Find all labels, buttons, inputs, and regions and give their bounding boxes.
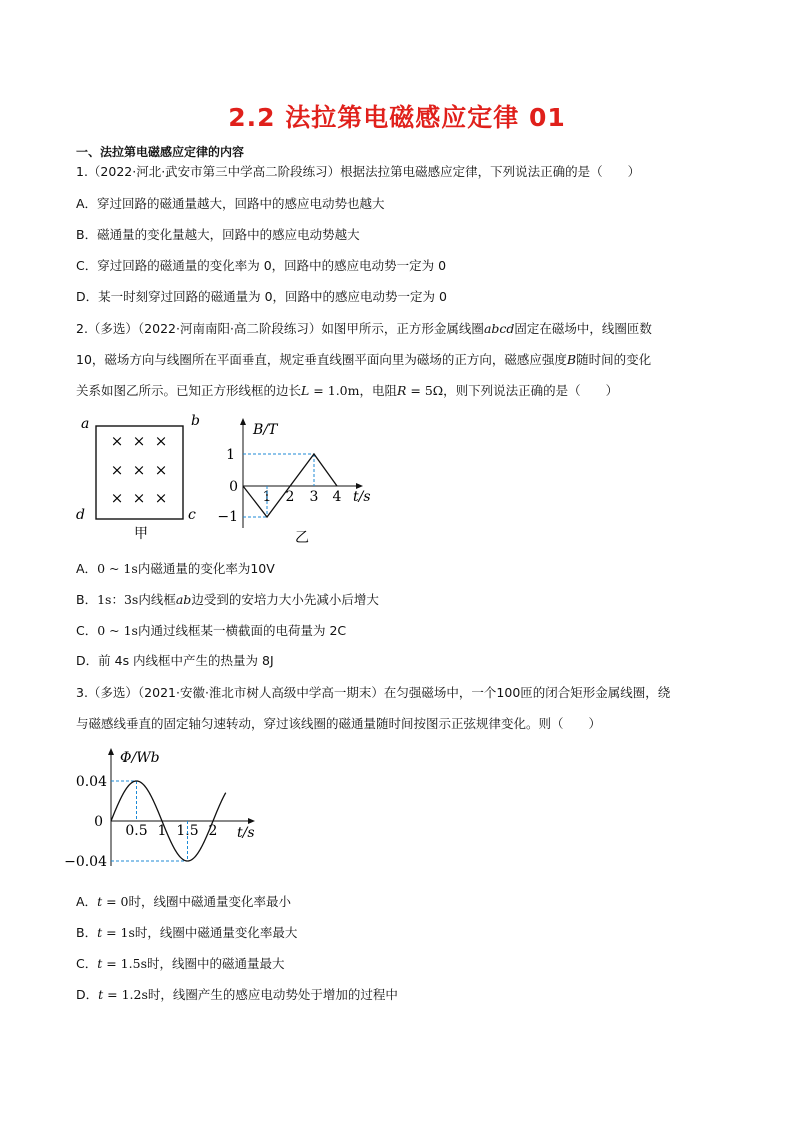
x-tick-label: 2 bbox=[208, 823, 218, 839]
field-cross-icon: × bbox=[132, 432, 146, 450]
q3-stem-line1: 3.（多选）（2021·安徽·淮北市树人高级中学高一期末）在匀强磁场中，一个100匝的闭合矩形金属线圈，绕 bbox=[76, 685, 671, 700]
y-tick-label: 0 bbox=[94, 814, 103, 830]
figure-square-coil bbox=[72, 410, 212, 545]
option-label: D． bbox=[76, 653, 99, 668]
q1-option-d: D．某一时刻穿过回路的磁通量为 0，回路中的感应电动势一定为 0 bbox=[76, 289, 447, 304]
corner-d-label: d bbox=[76, 507, 85, 523]
x-axis-arrow-icon bbox=[248, 818, 255, 824]
x-tick-4: 4 bbox=[332, 489, 342, 505]
x-tick-label: 1.5 bbox=[176, 823, 199, 839]
y-tick-0: 0 bbox=[229, 479, 238, 495]
option-math: 1s：3s bbox=[97, 592, 139, 607]
option-var: t bbox=[97, 956, 103, 971]
y-axis-label: Φ/Wb bbox=[120, 750, 160, 766]
q2-stem-line2 bbox=[76, 351, 651, 369]
option-var: t bbox=[97, 925, 103, 940]
figure-b-field-time-graph bbox=[217, 408, 382, 546]
y-tick-1: 1 bbox=[226, 447, 235, 463]
option-value: = 1.2s bbox=[103, 987, 148, 1002]
q2-stem-text: ，则下列说法正确的是（ ） bbox=[443, 383, 619, 398]
q2-option-c bbox=[76, 622, 346, 640]
option-text: 内磁通量的变化率为10V bbox=[137, 561, 275, 576]
x-tick-label: 1 bbox=[157, 823, 167, 839]
option-text: 边受到的安培力大小先减小后增大 bbox=[191, 592, 379, 607]
field-cross-icon: × bbox=[110, 489, 124, 507]
q3-option-a bbox=[76, 893, 291, 911]
option-text: 前 4s 内线框中产生的热量为 8J bbox=[98, 653, 274, 668]
page-title: 2.2 法拉第电磁感应定律 01 bbox=[228, 103, 566, 132]
y-tick-minus-1: −1 bbox=[217, 509, 238, 525]
section-heading: 一、法拉第电磁感应定律的内容 bbox=[76, 145, 245, 159]
q2-option-b bbox=[76, 591, 379, 609]
q2-stem-line1 bbox=[76, 320, 652, 338]
field-cross-icon: × bbox=[110, 432, 124, 450]
y-axis-label bbox=[252, 422, 279, 438]
tick-labels bbox=[64, 774, 217, 870]
q3-stem-line2: 与磁感线垂直的固定轴匀速转动，穿过该线圈的磁通量随时间按图示正弦规律变化。则（ ） bbox=[76, 716, 602, 731]
option-var: t bbox=[98, 987, 104, 1002]
y-axis-arrow-icon bbox=[108, 748, 114, 755]
y-axis-arrow-icon bbox=[240, 418, 246, 425]
field-cross-icon: × bbox=[132, 461, 146, 479]
option-label: A． bbox=[76, 561, 98, 576]
x-tick-1: 1 bbox=[262, 489, 272, 505]
q1-option-b: B．磁通量的变化量越大，回路中的感应电动势越大 bbox=[76, 227, 360, 242]
y-tick-label: 0.04 bbox=[75, 774, 107, 790]
q1-stem: 1.（2022·河北·武安市第三中学高二阶段练习）根据法拉第电磁感应定律，下列说法正确的是（ ） bbox=[76, 164, 641, 179]
option-text: 时，线圈中磁通量变化率最大 bbox=[134, 925, 298, 940]
q2-stem-text: 2.（多选）（2022·河南南阳·高二阶段练习）如图甲所示，正方形金属线圈 bbox=[76, 321, 484, 336]
x-tick-3: 3 bbox=[309, 489, 319, 505]
corner-a-label: a bbox=[81, 416, 90, 432]
q2-var-r: R bbox=[397, 383, 407, 398]
field-cross-icon: × bbox=[154, 489, 168, 507]
q2-var-l: L bbox=[301, 383, 310, 398]
q2-r-value: = 5Ω bbox=[406, 383, 444, 398]
q2-var-abcd: abcd bbox=[483, 321, 515, 336]
option-math: 0 ~ 1s bbox=[97, 623, 138, 638]
figure-b-caption: 乙 bbox=[295, 530, 309, 546]
option-label: C． bbox=[76, 623, 98, 638]
q2-stem-text: 10，磁场方向与线圈所在平面垂直，规定垂直线圈平面向里为磁场的正方向，磁感应强度 bbox=[76, 352, 567, 367]
option-text: 内线框 bbox=[138, 592, 176, 607]
figure-a-caption: 甲 bbox=[134, 526, 148, 542]
option-label: A． bbox=[76, 894, 98, 909]
option-label: D． bbox=[76, 987, 99, 1002]
field-cross-icon: × bbox=[154, 432, 168, 450]
option-label: B． bbox=[76, 592, 98, 607]
option-text: 时，线圈中磁通量变化率最小 bbox=[128, 894, 291, 909]
option-label: B． bbox=[76, 925, 98, 940]
q2-stem-text: 关系如图乙所示。已知正方形线框的边长 bbox=[76, 383, 302, 398]
q3-option-c bbox=[76, 955, 285, 973]
q2-option-a bbox=[76, 560, 275, 578]
y-axis-label-text: B/T bbox=[253, 422, 278, 438]
x-tick-label: 0.5 bbox=[125, 823, 148, 839]
field-cross-icon: × bbox=[132, 489, 146, 507]
option-value: = 1.5s bbox=[102, 956, 147, 971]
x-axis-label: t/s bbox=[353, 489, 371, 505]
q3-option-b bbox=[76, 924, 297, 942]
field-cross-icon: × bbox=[154, 461, 168, 479]
option-text: 时，线圈产生的感应电动势处于增加的过程中 bbox=[147, 987, 398, 1002]
option-text: 时，线圈中的磁通量最大 bbox=[146, 956, 285, 971]
q1-option-a: A．穿过回路的磁通量越大，回路中的感应电动势也越大 bbox=[76, 196, 385, 211]
q2-stem-text: 随时间的变化 bbox=[576, 352, 652, 367]
option-math: 0 ~ 1s bbox=[97, 561, 138, 576]
q2-stem-line3 bbox=[76, 382, 618, 400]
q2-var-b: B bbox=[566, 352, 577, 367]
magnetic-field-cross-symbols bbox=[111, 432, 168, 507]
q2-l-value: = 1.0m bbox=[309, 383, 360, 398]
figure-flux-time-graph bbox=[64, 740, 272, 872]
corner-c-label: c bbox=[188, 507, 196, 523]
option-text: 内通过线框某一横截面的电荷量为 2C bbox=[137, 623, 347, 638]
x-axis-label: t/s bbox=[237, 825, 255, 841]
q2-stem-text: ，电阻 bbox=[359, 383, 397, 398]
option-value: = 1s bbox=[102, 925, 135, 940]
corner-b-label: b bbox=[191, 413, 200, 429]
q3-option-d bbox=[76, 986, 398, 1004]
option-label: C． bbox=[76, 956, 98, 971]
x-tick-2: 2 bbox=[285, 489, 295, 505]
option-value: = 0 bbox=[102, 894, 129, 909]
y-tick-label: −0.04 bbox=[64, 854, 107, 870]
option-var: t bbox=[97, 894, 103, 909]
q2-option-d bbox=[76, 652, 274, 670]
option-var: ab bbox=[175, 592, 192, 607]
field-cross-icon: × bbox=[110, 461, 124, 479]
q1-option-c: C．穿过回路的磁通量的变化率为 0，回路中的感应电动势一定为 0 bbox=[76, 258, 447, 273]
q2-stem-text: 固定在磁场中，线圈匝数 bbox=[514, 321, 652, 336]
